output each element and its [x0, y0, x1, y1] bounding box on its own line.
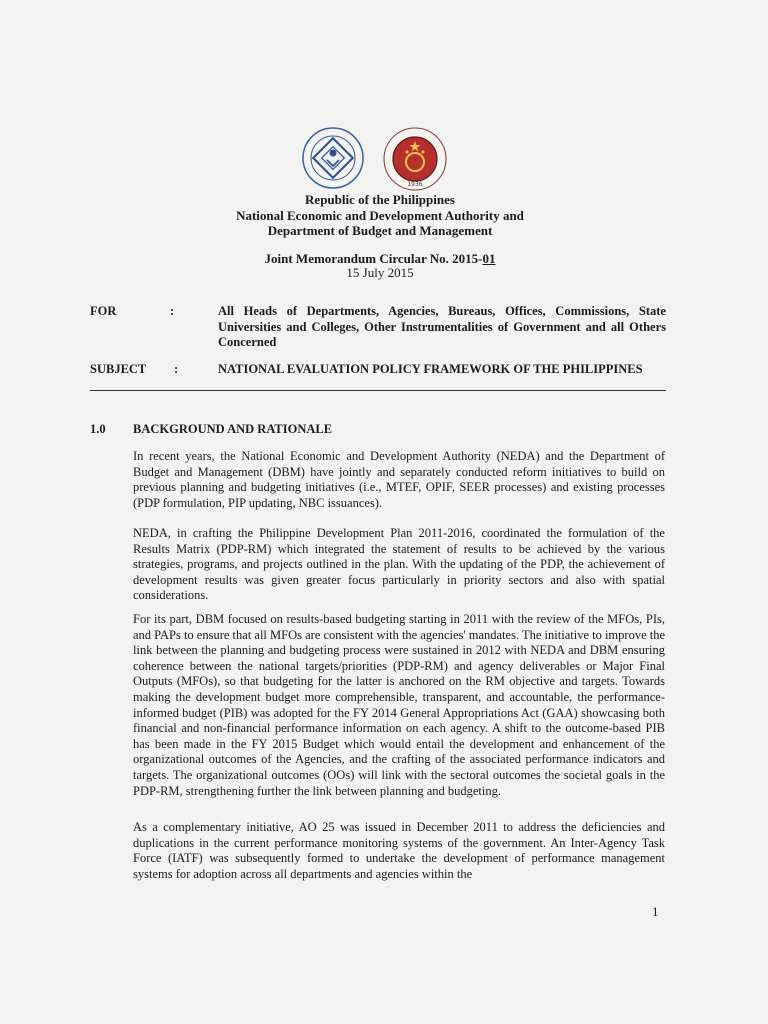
country-heading: Republic of the Philippines	[305, 192, 455, 207]
for-label: FOR	[90, 304, 117, 318]
section-title: BACKGROUND AND RATIONALE	[133, 422, 333, 436]
agency-heading-dbm: Department of Budget and Management	[267, 223, 493, 238]
dbm-seal-year: 1936	[407, 181, 423, 188]
dbm-seal-icon	[382, 126, 448, 192]
circular-date: 15 July 2015	[346, 265, 414, 280]
for-colon: :	[170, 304, 175, 318]
subject-value: NATIONAL EVALUATION POLICY FRAMEWORK OF THE PHILIPPINES	[218, 362, 643, 376]
seals	[300, 126, 460, 190]
section-number: 1.0	[90, 422, 106, 436]
subject-colon: :	[174, 362, 179, 376]
circular-title-prefix: Joint Memorandum Circular No. 2015-	[264, 251, 483, 266]
paragraph-1: In recent years, the National Economic and Development Authority (NEDA) and the Department of Budget and Management (DBM) have jointly and separately conducted reform initiatives to build on previous planning and budgeting initiatives (i.e., MTEF, OPIF, SEER processes) and existing processes (PDP formulation, PIP updating, NBC issuances).	[133, 449, 665, 510]
circular-number: 01	[482, 251, 496, 266]
divider	[90, 390, 666, 391]
agency-heading-neda: National Economic and Development Authority and	[236, 208, 524, 223]
paragraph-2: NEDA, in crafting the Philippine Development Plan 2011-2016, coordinated the formulation of the Results Matrix (PDP-RM) which integrated the statement of results to be achieved by the various strategies, programs, and projects outlined in the plan. With the updating of the PDP, the achievement of development results was given greater focus particularly in priority sectors and also with spatial considerations.	[133, 526, 665, 603]
neda-seal-icon	[300, 126, 366, 190]
page-number: 1	[652, 904, 659, 919]
subject-label: SUBJECT	[90, 362, 147, 376]
paragraph-4: As a complementary initiative, AO 25 was issued in December 2011 to address the deficiencies and duplications in the current performance monitoring systems of the government. An Inter-Agency Task Force (IATF) was subsequently formed to undertake the development of performance management systems for adoption across all departments and agencies within the	[133, 820, 665, 881]
paragraph-3: For its part, DBM focused on results-based budgeting starting in 2011 with the review of the MFOs, PIs, and PAPs to ensure that all MFOs are consistent with the agencies' mandates. The initiative to improve the link between the planning and budgeting process were sustained in 2012 with NEDA and DBM ensuring coherence between the national targets/priorities (PDP-RM) and agency deliverables or Major Final Outputs (MFOs), so that budgeting for the latter is anchored on the RM objective and targets. Towards making the development budget more comprehensible, transparent, and accountable, the performance-informed budget (PIB) was adopted for the FY 2014 General Appropriations Act (GAA) showcasing both financial and non-financial performance information on each agency. A shift to the outcome-based PIB has been made in the FY 2015 Budget which would entail the development and enhancement of the organizational outcomes of the Agencies, and the crafting of the associated performance indicators and targets. The organizational outcomes (OOs) will link with the sectoral outcomes the societal goals in the PDP-RM, strengthening further the link between planning and budgeting.	[133, 612, 666, 798]
for-value: All Heads of Departments, Agencies, Bureaus, Offices, Commissions, State Universities and Colleges, Other Instrumentalities of Government and all Others Concerned	[218, 304, 666, 349]
